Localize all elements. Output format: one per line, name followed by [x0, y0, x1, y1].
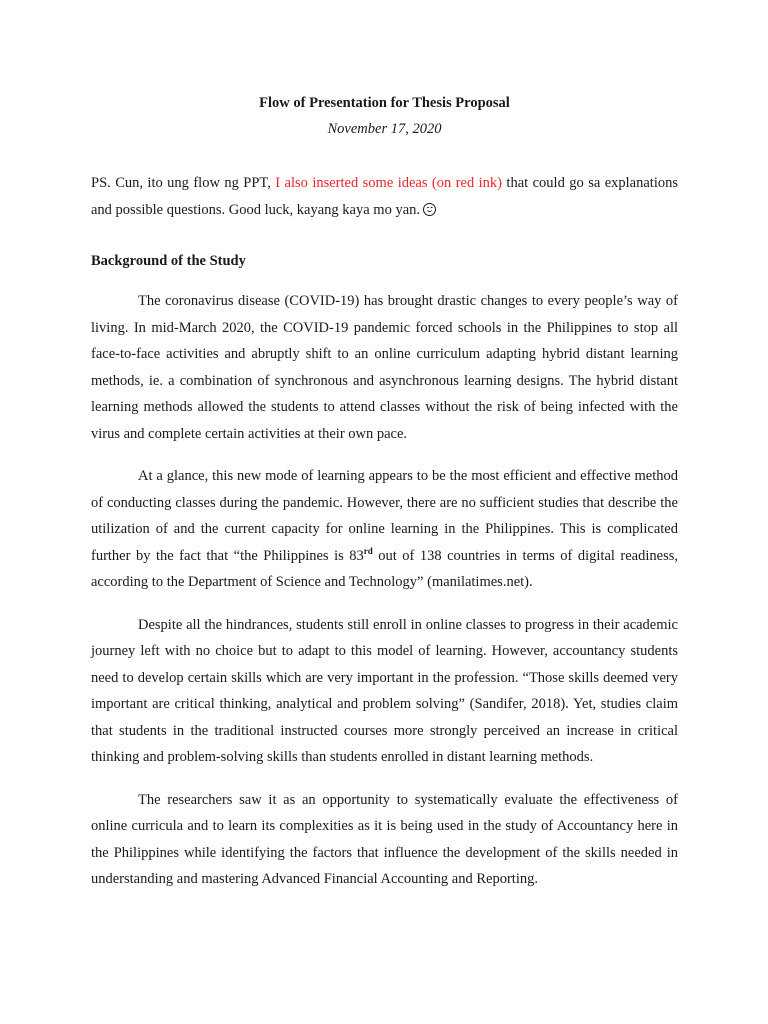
paragraph-3: Despite all the hindrances, students still enroll in online classes to progress in their academic journey left with no choice but to adapt to this model of learning. However, accountancy students need to develop certain skills which are very important in the profession. “Those skills deemed very important are critical thinking, analytical and problem solving” (Sandifer, 2018). Yet, studies claim that students in the traditional instructed courses more strongly perceived an increase in critical thinking and problem-solving skills than students enrolled in distant learning methods.	[91, 616, 678, 765]
paragraph-4: The researchers saw it as an opportunity to systematically evaluate the effectiveness of online curricula and to learn its complexities as it is being used in the study of Accountancy here in the Philippines while identifying the factors that influence the development of the skills needed in understanding and mastering Advanced Financial Accounting and Reporting.	[91, 791, 678, 887]
smiley-face-icon	[423, 203, 436, 216]
document-date: November 17, 2020	[327, 121, 442, 137]
note-text-before: PS. Cun, ito ung flow ng PPT,	[91, 175, 276, 191]
ordinal-superscript: rd	[363, 545, 373, 556]
paragraph-1: The coronavirus disease (COVID-19) has brought drastic changes to every people’s way of living. In mid-March 2020, the COVID-19 pandemic forced schools in the Philippines to stop all face-to-face activities and abruptly shift to an online curriculum adapting hybrid distant learning methods, ie. a combination of synchronous and asynchronous learning designs. The hybrid distant learning methods allowed the students to attend classes without the risk of being infected with the virus and complete certain activities at their own pace.	[91, 293, 678, 442]
paragraph-2-text-before: At a glance, this new mode of learning appears to be the most efficient and effective method of conducting classes during the pandemic. However, there are no sufficient studies that describe the utilization of and the current capacity for online learning in the Philippines. This is complicated further by the fact that “the Philippines is 83	[91, 468, 678, 564]
paragraph-2	[91, 463, 678, 596]
author-note	[91, 170, 678, 223]
section-heading: Background of the Study	[91, 253, 246, 269]
note-red-ink-text: I also inserted some ideas (on red ink)	[275, 175, 502, 191]
note-text-after: that could go sa explanations and possible questions. Good luck, kayang kaya mo yan.	[91, 175, 678, 218]
document-title: Flow of Presentation for Thesis Proposal	[259, 95, 510, 111]
paragraph-2-text-after: out of 138 countries in terms of digital readiness, according to the Department of Science and Technology” (manilatimes.net).	[91, 547, 678, 590]
